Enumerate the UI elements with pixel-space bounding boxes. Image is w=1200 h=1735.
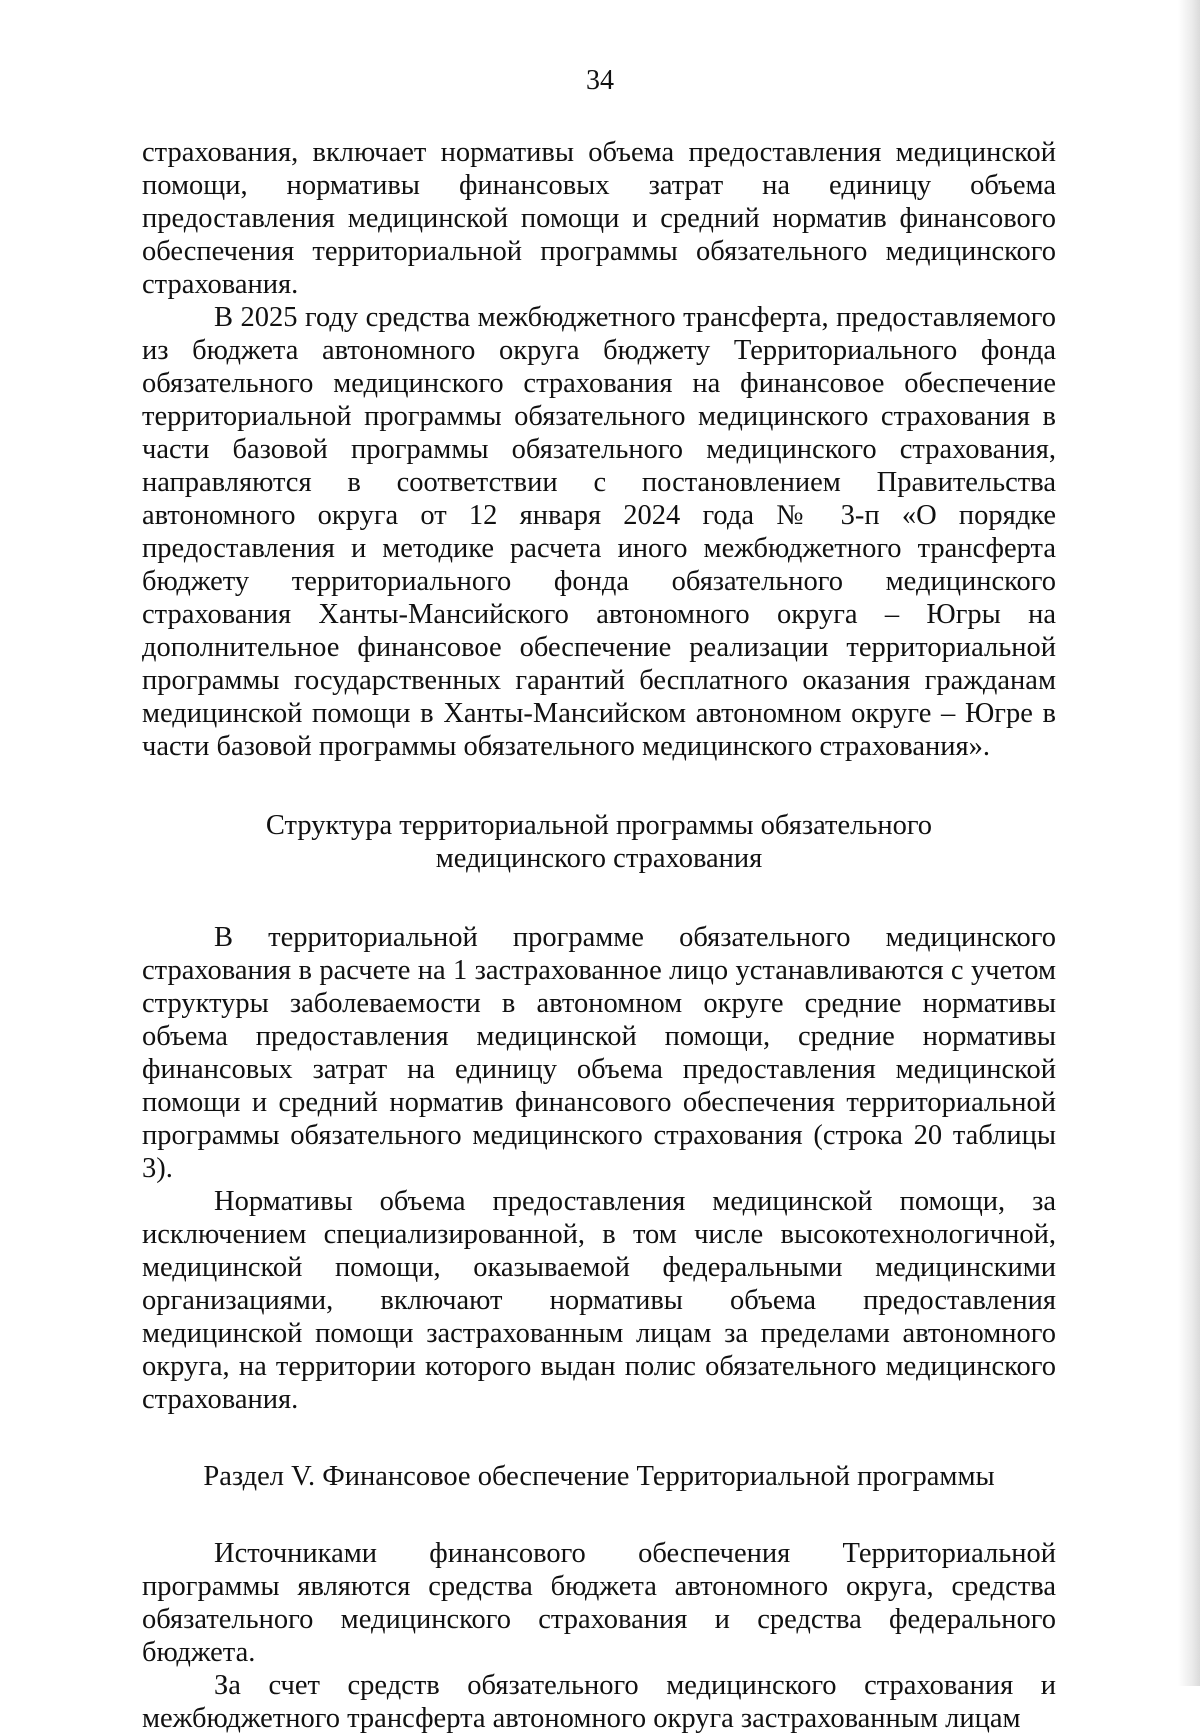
scan-edge-shadow — [1178, 0, 1200, 1686]
page-number: 34 — [586, 65, 614, 96]
paragraph-funding-sources: Источниками финансового обеспечения Территориальной программы являются средства бюджета автономного округа, средства обязательного медицинского страхования и средства федерального бюджета. — [142, 1538, 1056, 1668]
paragraph-interbudget-transfer: В 2025 году средства межбюджетного трансферта, предоставляемого из бюджета автономного округа бюджету Территориального фонда обязательного медицинского страхования на финансовое обеспечение территориальной программы обязательного медицинского страхования в части базовой программы обязательного медицинского страхования, направляются в соответствии с постановлением Правительства автономного округа от 12 января 2024 года № 3-п «О порядке предоставления и методике расчета иного межбюджетного трансферта бюджету территориального фонда обязательного медицинского страхования Ханты-Мансийского автономного округа – Югры на дополнительное финансовое обеспечение реализации территориальной программы государственных гарантий бесплатного оказания гражданам медицинской помощи в Ханты-Мансийском автономном округе – Югре в части базовой программы обязательного медицинского страхования». — [142, 302, 1056, 762]
heading-section-v: Раздел V. Финансовое обеспечение Территориальной программы — [203, 1461, 995, 1492]
heading-structure-line-1: Структура территориальной программы обязательного — [265, 810, 933, 841]
paragraph-oms-funds: За счет средств обязательного медицинского страхования и межбюджетного трансферта автономного округа застрахованным лицам — [142, 1670, 1056, 1734]
document-body — [142, 136, 1056, 1735]
heading-structure-line-2: медицинского страхования — [435, 843, 763, 874]
paragraph-continuation: страхования, включает нормативы объема предоставления медицинской помощи, нормативы финансовых затрат на единицу объема предоставления медицинской помощи и средний норматив финансового обеспечения территориальной программы обязательного медицинского страхования. — [142, 137, 1056, 300]
paragraph-volume-standards: Нормативы объема предоставления медицинской помощи, за исключением специализированной, в том числе высокотехнологичной, медицинской помощи, оказываемой федеральными медицинскими организациями, включают нормативы объема предоставления медицинской помощи застрахованным лицам за пределами автономного округа, на территории которого выдан полис обязательного медицинского страхования. — [142, 1186, 1056, 1415]
paragraph-standards: В территориальной программе обязательного медицинского страхования в расчете на 1 застрахованное лицо устанавливаются с учетом структуры заболеваемости в автономном округе средние нормативы объема предоставления медицинской помощи, средние нормативы финансовых затрат на единицу объема предоставления медицинской помощи и средний норматив финансового обеспечения территориальной программы обязательного медицинского страхования (строка 20 таблицы 3). — [142, 922, 1056, 1184]
